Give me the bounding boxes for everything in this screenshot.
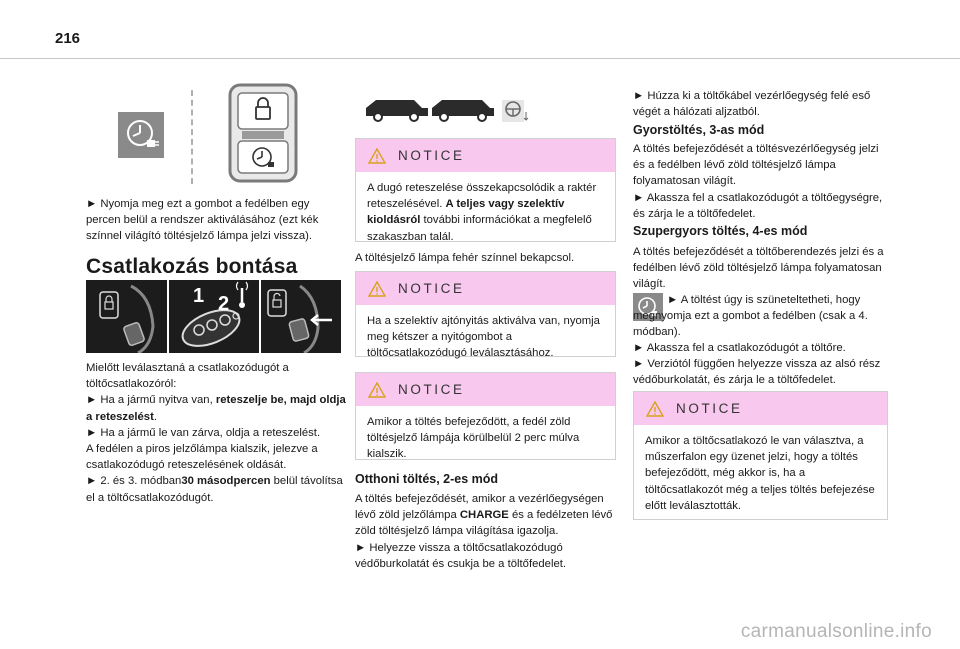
notice-header: [634, 392, 887, 425]
notice-title: NOTICE: [398, 148, 465, 163]
text-run: A dugó reteszelése összekapcsolódik a raktér reteszelésével.: [367, 182, 597, 211]
text-run: A fedélen a piros jelzőlámpa kialszik, jelezve a csatlakozódugó reteszelésének oldását.: [86, 443, 318, 472]
disconnect-illustration: [86, 280, 341, 353]
notice-header: [356, 373, 615, 406]
notice-body: [356, 305, 615, 362]
charging-flap-illustration: [228, 83, 298, 183]
notice-body: [356, 406, 615, 463]
emphasis-text: reteszelje be, majd oldja a reteszelést: [86, 394, 346, 423]
notice-title: NOTICE: [398, 382, 465, 397]
text-run: .: [153, 410, 157, 423]
emphasis-text: CHARGE: [459, 509, 509, 522]
text-run: ► Nyomja meg ezt a gombot a fedélben egy percen belül a rendszer aktiválásához (ezt kék színnel világító töltésjelző lámpa jelzi vissza).: [86, 198, 319, 243]
super-charging-steps: [633, 340, 888, 389]
text-run: Mielőtt leválasztaná a csatlakozódugót a töltőcsatlakozóról:: [86, 362, 289, 391]
warning-icon: [368, 382, 386, 398]
notice-selective-unlock: [355, 271, 616, 360]
notice-lock-link: [355, 138, 616, 242]
warning-icon: [368, 148, 386, 164]
watermark: carmanualsonline.info: [740, 621, 932, 642]
fast-charging-text: [633, 141, 888, 222]
lamp-white-text: A töltésjelző lámpa fehér színnel bekapcsol.: [355, 252, 575, 264]
text-run: ► 2. és 3. módban: [86, 475, 182, 488]
charge-timer-icon: [118, 112, 164, 158]
fob-label-2: 2: [218, 293, 230, 315]
disconnect-instructions: [86, 360, 346, 506]
text-run: ► Ha a jármű nyitva van,: [86, 394, 216, 407]
text-run: és a fedélzeten lévő zöld töltésjelző lámpa világítása igazolja.: [355, 509, 613, 538]
vehicle-variants-illustration: [364, 96, 534, 124]
warning-icon: [368, 281, 386, 297]
page-number: 216: [55, 30, 81, 47]
emphasis-text: 30 másodpercen: [181, 475, 271, 488]
illustration-divider: [191, 90, 193, 184]
text-run: ► Húzza ki a töltőkábel vezérlőegység felé eső végét a hálózati aljzatból.: [633, 90, 871, 119]
fast-charging-title: Gyorstöltés, 3-as mód: [633, 123, 765, 137]
notice-title: NOTICE: [398, 281, 465, 296]
text-run: ► Akassza fel a csatlakozódugót a töltőegységre, és zárja le a töltőfedelet.: [633, 191, 883, 220]
section-title-disconnect: Csatlakozás bontása: [86, 255, 298, 278]
notice-body: [634, 425, 887, 514]
notice-charge-complete: [355, 372, 616, 460]
super-charging-title: Szupergyors töltés, 4-es mód: [633, 224, 808, 238]
notice-header: [356, 139, 615, 172]
home-charging-title: Otthoni töltés, 2-es mód: [355, 472, 499, 486]
notice-body: [356, 172, 615, 245]
notice-disconnect-message: [633, 391, 888, 520]
text-run: Ha a szelektív ajtónyitás aktiválva van, nyomja meg kétszer a nyitógombot a töltőcsatlakozódugó leválasztásához.: [367, 315, 600, 360]
fob-label-1: 1: [193, 285, 205, 307]
pause-instruction: ► A töltést úgy is szüneteltetheti, hogy megnyomja ezt a gombot a fedélben (csak a 4. módban).: [633, 294, 868, 339]
home-charging-text: [355, 491, 617, 572]
text-run: A töltés befejeződését, amikor a vezérlőegységen lévő zöld jelzőlámpa: [355, 493, 604, 522]
text-run: ► Verziótól függően helyezze vissza az alsó rész védőburkolatát, és zárja le a töltőfedelet.: [633, 358, 881, 387]
text-run: további információkat a megfelelő szakaszban talál.: [367, 214, 592, 243]
activation-instruction: [86, 196, 346, 245]
text-run: belül távolítsa el a töltőcsatlakozódugót.: [86, 475, 343, 504]
super-charging-text: A töltés befejeződését a töltőberendezés jelzi és a fedélben lévő zöld töltésjelző lámpa folyamatosan világít.: [633, 246, 884, 291]
text-run: A töltés befejeződését a töltésvezérlőegység jelzi és a fedélben lévő zöld töltésjelző lámpa folyamatosan világít.: [633, 143, 879, 188]
warning-icon: [646, 401, 664, 417]
notice-header: [356, 272, 615, 305]
text-run: ► Helyezze vissza a töltőcsatlakozódugó védőburkolatát és csukja be a töltőfedelet.: [355, 541, 567, 570]
pull-cable-text: [633, 88, 888, 120]
emphasis-text: A teljes vagy szelektív kioldásról: [367, 198, 565, 227]
text-run: ► Ha a jármű le van zárva, oldja a reteszelést.: [86, 426, 321, 439]
notice-title: NOTICE: [676, 401, 743, 416]
header-divider: [0, 58, 960, 59]
text-run: ► Akassza fel a csatlakozódugót a töltőre.: [633, 342, 846, 354]
text-run: Amikor a töltőcsatlakozó le van választva, a műszerfalon egy üzenet jelzi, hogy a töltés befejeződött, még akkor is, ha a töltőcsatlakozót még a teljes töltés befejezése előtt leválasztották.: [645, 435, 875, 512]
text-run: Amikor a töltés befejeződött, a fedél zöld töltésjelző lámpája körülbelül 2 perc múlva kialszik.: [367, 416, 580, 461]
